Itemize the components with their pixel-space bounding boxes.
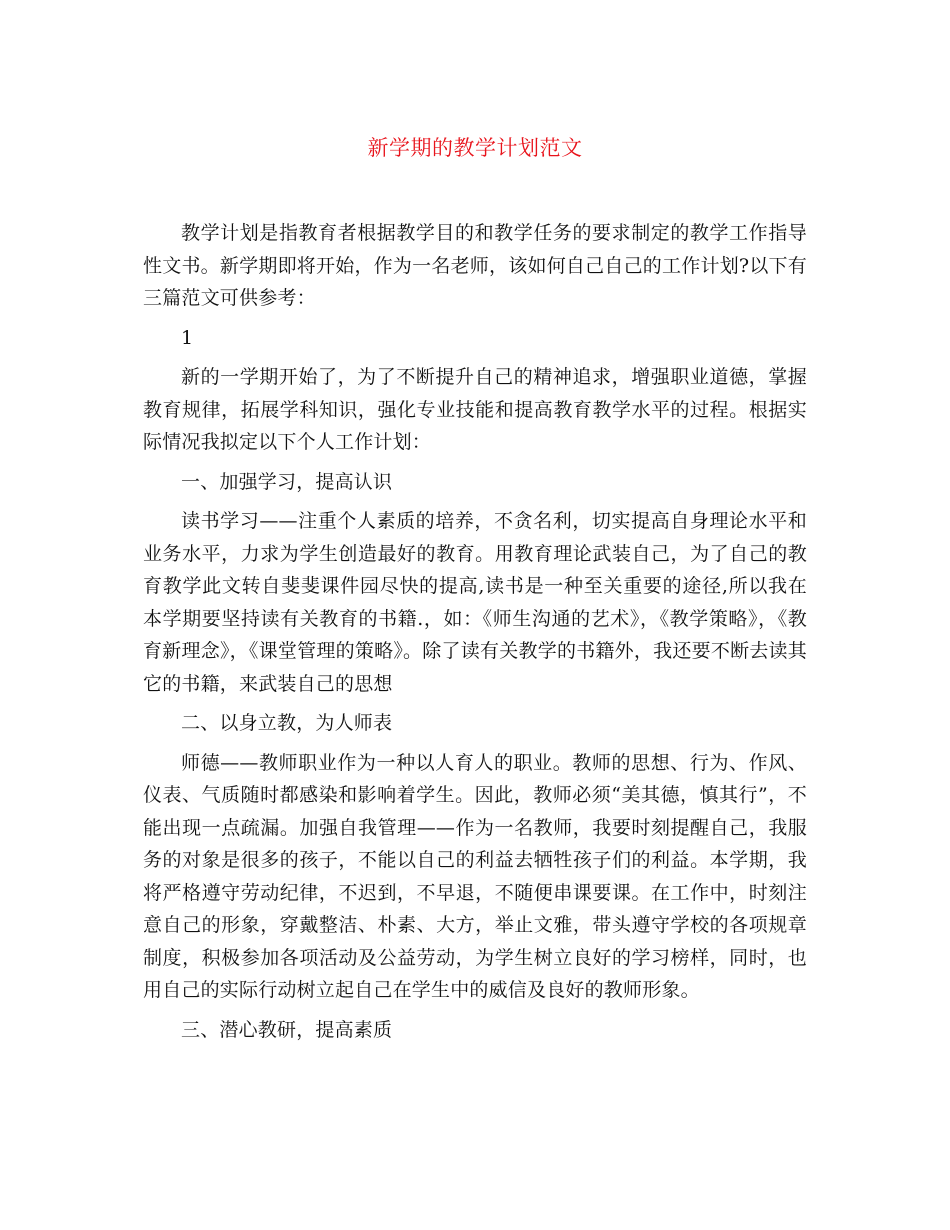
reading-paragraph: 读书学习——注重个人素质的培养，不贪名利，切实提高自身理论水平和业务水平，力求为学生创造最好的教育。用教育理论武装自己，为了自己的教育教学此文转自斐斐课件园尽快的提高,读书是一种至关重要的途径,所以我在本学期要坚持读有关教育的书籍.，如：《师生沟通的艺术》，《教学策略》，《教育新理念》，《课堂管理的策略》。除了读有关教学的书籍外，我还要不断去读其它的书籍，来武装自己的思想 <box>143 510 807 695</box>
section-heading-2: 二、以身立教，为人师表 <box>181 712 393 734</box>
intro-paragraph: 教学计划是指教育者根据教学目的和教学任务的要求制定的教学工作指导性文书。新学期即将开始，作为一名老师，该如何自己自己的工作计划?以下有三篇范文可供参考： <box>143 222 807 309</box>
document-title: 新学期的教学计划范文 <box>367 136 583 160</box>
plan-intro-paragraph: 新的一学期开始了，为了不断提升自己的精神追求，增强职业道德，掌握教育规律，拓展学科知识，强化专业技能和提高教育教学水平的过程。根据实际情况我拟定以下个人工作计划： <box>143 366 807 453</box>
ethics-paragraph: 师德——教师职业作为一种以人育人的职业。教师的思想、行为、作风、仪表、气质随时都感染和影响着学生。因此，教师必须“美其德，慎其行”，不能出现一点疏漏。加强自我管理——作为一名教师，我要时刻提醒自己，我服务的对象是很多的孩子，不能以自己的利益去牺牲孩子们的利益。本学期，我将严格遵守劳动纪律，不迟到，不早退，不随便串课要课。在工作中，时刻注意自己的形象，穿戴整洁、朴素、大方，举止文雅，带头遵守学校的各项规章制度，积极参加各项活动及公益劳动，为学生树立良好的学习榜样，同时，也用自己的实际行动树立起自己在学生中的威信及良好的教师形象。 <box>143 751 807 1001</box>
section-heading-3: 三、潜心教研，提高素质 <box>181 1018 393 1041</box>
document-body <box>143 217 807 1053</box>
sample-number: 1 <box>181 326 194 349</box>
section-heading-1: 一、加强学习，提高认识 <box>181 470 393 493</box>
